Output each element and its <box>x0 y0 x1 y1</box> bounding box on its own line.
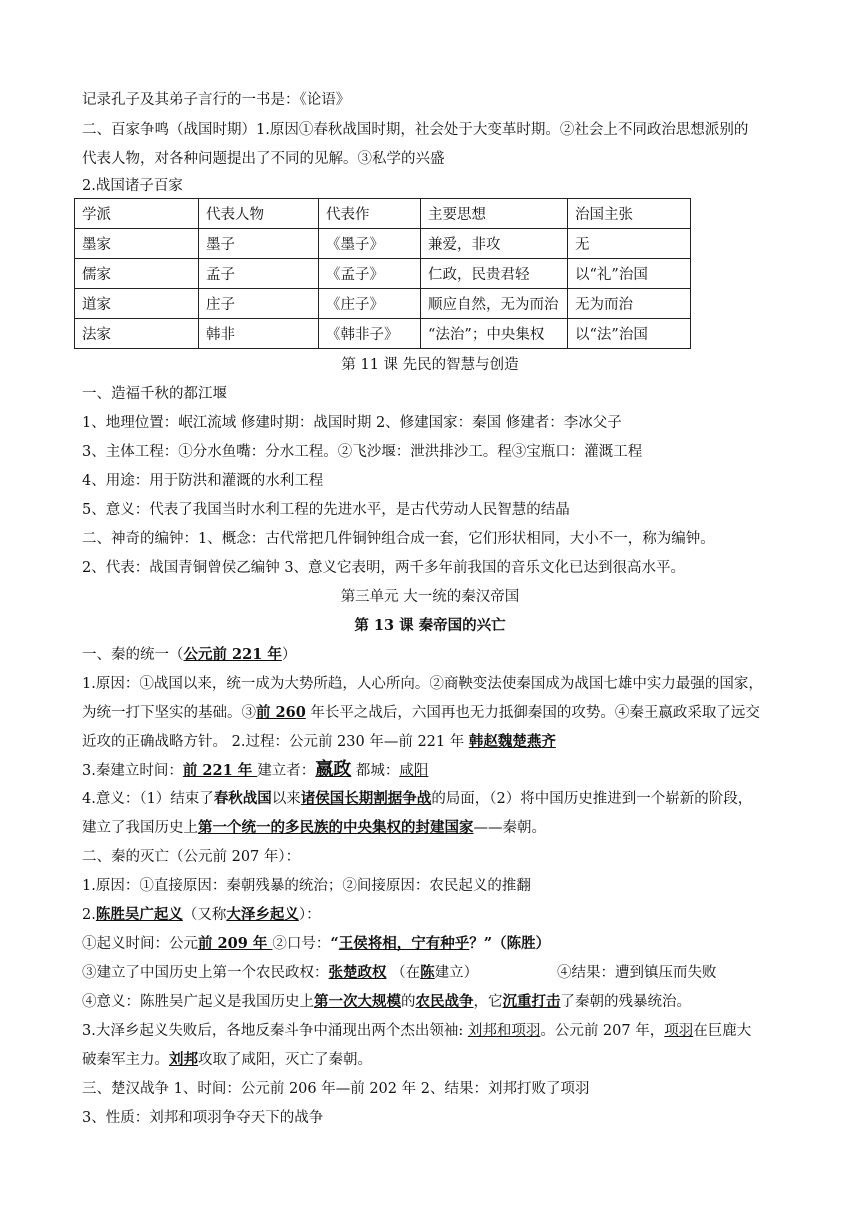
table-cell: 韩非 <box>199 319 319 349</box>
chu-han-war-line: 三、楚汉战争 1、时间：公元前 206 年—前 202 年 2、结果：刘邦打败了项羽 <box>82 1081 590 1097</box>
uprising-line: ①起义时间：公元前 209 年 ②口号：“王侯将相，宁有种乎？”（陈胜） <box>82 935 551 952</box>
table-cell: 无 <box>568 229 691 259</box>
table-cell: 无为而治 <box>568 289 691 319</box>
uprising-line: ③建立了中国历史上第一个农民政权：张楚政权 （在陈建立） ④结果：遭到镇压而失败 <box>82 964 717 981</box>
table-cell: 仁政，民贵君轻 <box>421 259 568 289</box>
qin-unification-heading: 一、秦的统一（公元前 221 年） <box>82 646 297 663</box>
reason-line: 为统一打下坚实的基础。③前 260 年长平之战后，六国再也无力抵御秦国的攻势。④秦王嬴政采取了远交 <box>82 704 760 721</box>
table-cell: 《孟子》 <box>319 259 421 289</box>
reason-line: 1.原因：①战国以来，统一成为大势所趋，人心所向。②商鞅变法使秦国成为战国七雄中实力最强的国家， <box>82 676 763 692</box>
fall-reason-line: 1.原因：①直接原因：秦朝残暴的统治；②间接原因：农民起义的推翻 <box>82 878 531 894</box>
leaders-line: 3.大泽乡起义失败后，各地反秦斗争中涌现出两个杰出领袖: 刘邦和项羽。公元前 207 年，项羽在巨鹿大 <box>82 1023 752 1039</box>
lesson11-title: 第 11 课 先民的智慧与创造 <box>341 357 519 373</box>
table-cell: 庄子 <box>199 289 319 319</box>
table-header-cell: 学派 <box>75 199 199 229</box>
leaders-line: 破秦军主力。刘邦攻取了咸阳，灭亡了秦朝。 <box>82 1051 372 1068</box>
lesson11-line: 4、用途：用于防洪和灌溉的水利工程 <box>82 473 324 489</box>
process-line: 近攻的正确战略方针。 2.过程：公元前 230 年—前 221 年 韩赵魏楚燕齐 <box>82 733 556 750</box>
lesson13-title: 第 13 课 秦帝国的兴亡 <box>354 617 506 634</box>
table-row <box>75 229 691 259</box>
table-cell: 法家 <box>75 319 199 349</box>
table-cell: 孟子 <box>199 259 319 289</box>
schools-table <box>74 198 691 349</box>
table-cell: 以“礼”治国 <box>568 259 691 289</box>
lesson11-line: 1、地理位置：岷江流域 修建时期：战国时期 2、修建国家：秦国 修建者：李冰父子 <box>82 415 622 431</box>
table-cell: 《墨子》 <box>319 229 421 259</box>
uprising-line: 2.陈胜吴广起义（又称大泽乡起义）： <box>82 906 321 923</box>
section-hundred-schools-line1: 二、百家争鸣（战国时期）1.原因①春秋战国时期，社会处于大变革时期。②社会上不同政治思想派别的 <box>82 122 749 138</box>
table-cell: 墨子 <box>199 229 319 259</box>
table-row <box>75 319 691 349</box>
table-cell: 《庄子》 <box>319 289 421 319</box>
table-header-cell: 主要思想 <box>421 199 568 229</box>
table-header-cell: 代表作 <box>319 199 421 229</box>
table-cell: 以“法”治国 <box>568 319 691 349</box>
table-cell: “法治”；中央集权 <box>421 319 568 349</box>
qin-establishment-line: 3.秦建立时间：前 221 年 建立者：嬴政 都城：咸阳 <box>82 759 429 780</box>
table-cell: 兼爱，非攻 <box>421 229 568 259</box>
significance-line: 4.意义：（1）结束了春秋战国以来诸侯国长期割据争战的局面，（2）将中国历史推进到一个崭新的阶段， <box>82 790 753 807</box>
chu-han-war-line: 3、性质：刘邦和项羽争夺天下的战争 <box>82 1110 324 1126</box>
intro-line: 记录孔子及其弟子言行的一书是：《论语》 <box>82 92 351 108</box>
table-cell: 儒家 <box>75 259 199 289</box>
uprising-result: ④结果：遭到镇压而失败 <box>557 965 717 981</box>
section-hundred-schools-line2: 代表人物，对各种问题提出了不同的见解。③私学的兴盛 <box>82 151 445 167</box>
unit3-title: 第三单元 大一统的秦汉帝国 <box>340 589 520 605</box>
significance-line: 建立了我国历史上第一个统一的多民族的中央集权的封建国家——秦朝。 <box>82 819 546 836</box>
table-header-row <box>75 199 691 229</box>
uprising-line: ④意义：陈胜吴广起义是我国历史上第一次大规模的农民战争，它沉重打击了秦朝的残暴统治。 <box>82 993 691 1010</box>
table-cell: 顺应自然，无为而治 <box>421 289 568 319</box>
table-header-cell: 治国主张 <box>568 199 691 229</box>
table-cell: 《韩非子》 <box>319 319 421 349</box>
lesson11-line: 2、代表：战国青铜曾侯乙编钟 3、意义它表明，两千多年前我国的音乐文化已达到很高水平。 <box>82 560 686 576</box>
table-cell: 墨家 <box>75 229 199 259</box>
lesson11-line: 5、意义：代表了我国当时水利工程的先进水平，是古代劳动人民智慧的结晶 <box>82 502 570 518</box>
table-cell: 道家 <box>75 289 199 319</box>
table-title: 2.战国诸子百家 <box>82 178 183 194</box>
lesson11-line: 二、神奇的编钟：1、概念：古代常把几件铜钟组合成一套，它们形状相同，大小不一，称为编钟。 <box>82 531 715 547</box>
table-row <box>75 259 691 289</box>
table-header-cell: 代表人物 <box>199 199 319 229</box>
qin-fall-heading: 二、秦的灭亡（公元前 207 年）： <box>82 849 301 865</box>
table-row <box>75 289 691 319</box>
lesson11-line: 一、造福千秋的都江堰 <box>82 386 227 402</box>
lesson11-line: 3、主体工程：①分水鱼嘴：分水工程。②飞沙堰：泄洪排沙工。程③宝瓶口：灌溉工程 <box>82 444 643 460</box>
